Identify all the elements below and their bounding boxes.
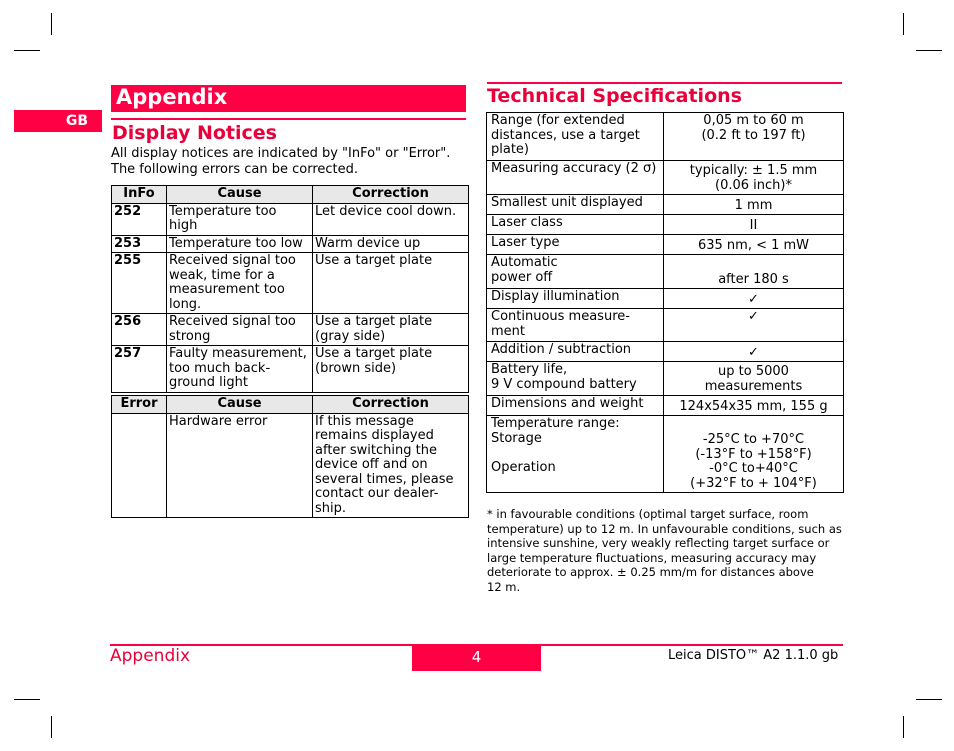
table-row <box>487 362 844 396</box>
table-row <box>487 215 844 235</box>
correction-cell: Let device cool down. <box>313 203 469 235</box>
appendix-band-title: Appendix <box>111 85 466 112</box>
info-code: 252 <box>112 203 167 235</box>
correction-cell: Use a target plate <box>313 253 469 314</box>
spec-label: Display illumination <box>487 289 664 309</box>
check-icon: ✓ <box>664 289 844 309</box>
spec-label: Range (for extended distances, use a target plate) <box>487 113 664 161</box>
error-notices-table <box>111 395 469 518</box>
spec-label: Temperature range: Storage Operation <box>487 416 664 493</box>
table-row <box>112 253 469 314</box>
correction-cell: If this message remains displayed after switching the device off and on several times, please contact our dealer- ship. <box>313 413 469 518</box>
spec-value: typically: ± 1.5 mm (0.06 inch)* <box>664 161 844 195</box>
crop-mark <box>51 716 52 738</box>
table-row <box>112 314 469 346</box>
column-header: Cause <box>167 396 313 414</box>
crop-mark <box>916 699 942 700</box>
accuracy-footnote: * in favourable conditions (optimal target surface, room temperature) up to 12 m. In unfavourable conditions, such as intensive sunshine, very weakly reflecting target surface or large temperature fluctuations, measuring accuracy may deteriorate to approx. ± 0.25 mm/m for distances above 12 m. <box>487 507 842 594</box>
table-row <box>487 161 844 195</box>
table-row <box>487 255 844 289</box>
table-row <box>487 289 844 309</box>
table-row <box>112 413 469 518</box>
spec-value: II <box>664 215 844 235</box>
crop-mark <box>916 50 942 51</box>
technical-specifications-table <box>486 112 844 493</box>
column-header: InFo <box>112 186 167 204</box>
table-row <box>112 203 469 235</box>
table-row <box>487 195 844 215</box>
table-row <box>487 113 844 161</box>
cause-cell: Temperature too low <box>167 235 313 253</box>
spec-value: 0,05 m to 60 m (0.2 ft to 197 ft) <box>664 113 844 161</box>
language-tab: GB <box>14 110 102 132</box>
correction-cell: Use a target plate (brown side) <box>313 346 469 393</box>
column-header: Correction <box>313 396 469 414</box>
spec-label: Battery life, 9 V compound battery <box>487 362 664 396</box>
check-icon: ✓ <box>664 309 844 342</box>
section-rule <box>487 82 842 84</box>
section-rule <box>111 118 466 120</box>
spec-label: Measuring accuracy (2 σ) <box>487 161 664 195</box>
footer-product-version: Leica DISTO™ A2 1.1.0 gb <box>668 648 839 663</box>
cause-cell: Temperature too high <box>167 203 313 235</box>
spec-value: -25°C to +70°C (-13°F to +158°F) -0°C to+40°C (+32°F to + 104°F) <box>664 416 844 493</box>
crop-mark <box>903 13 904 35</box>
cause-cell: Faulty measurement, too much back- ground light <box>167 346 313 393</box>
crop-mark <box>51 13 52 35</box>
table-row <box>487 309 844 342</box>
info-code: 257 <box>112 346 167 393</box>
column-header: Cause <box>167 186 313 204</box>
spec-label: Laser class <box>487 215 664 235</box>
table-row <box>112 346 469 393</box>
spec-value: after 180 s <box>664 255 844 289</box>
error-code <box>112 413 167 518</box>
column-header: Error <box>112 396 167 414</box>
crop-mark <box>14 699 40 700</box>
spec-label: Continuous measure- ment <box>487 309 664 342</box>
spec-value: up to 5000 measurements <box>664 362 844 396</box>
cause-cell: Hardware error <box>167 413 313 518</box>
page-number: 4 <box>412 646 541 671</box>
table-row <box>487 416 844 493</box>
display-notices-heading: Display Notices <box>112 122 277 144</box>
footer-section-label: Appendix <box>110 646 191 666</box>
spec-label: Laser type <box>487 235 664 255</box>
technical-specifications-heading: Technical Specifications <box>487 85 742 107</box>
spec-value: 1 mm <box>664 195 844 215</box>
spec-label: Smallest unit displayed <box>487 195 664 215</box>
crop-mark <box>14 50 40 51</box>
correction-cell: Use a target plate (gray side) <box>313 314 469 346</box>
spec-label: Automatic power off <box>487 255 664 289</box>
info-code: 253 <box>112 235 167 253</box>
table-header-row <box>112 396 469 414</box>
info-notices-table <box>111 185 469 393</box>
spec-label: Addition / subtraction <box>487 342 664 362</box>
cause-cell: Received signal too strong <box>167 314 313 346</box>
info-code: 256 <box>112 314 167 346</box>
spec-value: 124x54x35 mm, 155 g <box>664 396 844 416</box>
info-code: 255 <box>112 253 167 314</box>
column-header: Correction <box>313 186 469 204</box>
correction-cell: Warm device up <box>313 235 469 253</box>
crop-mark <box>903 716 904 738</box>
spec-value: 635 nm, < 1 mW <box>664 235 844 255</box>
intro-text: All display notices are indicated by "InFo" or "Error". The following errors can be corrected. <box>111 146 451 177</box>
table-row <box>112 235 469 253</box>
table-header-row <box>112 186 469 204</box>
table-row <box>487 396 844 416</box>
table-row <box>487 235 844 255</box>
spec-label: Dimensions and weight <box>487 396 664 416</box>
cause-cell: Received signal too weak, time for a measurement too long. <box>167 253 313 314</box>
check-icon: ✓ <box>664 342 844 362</box>
table-row <box>487 342 844 362</box>
